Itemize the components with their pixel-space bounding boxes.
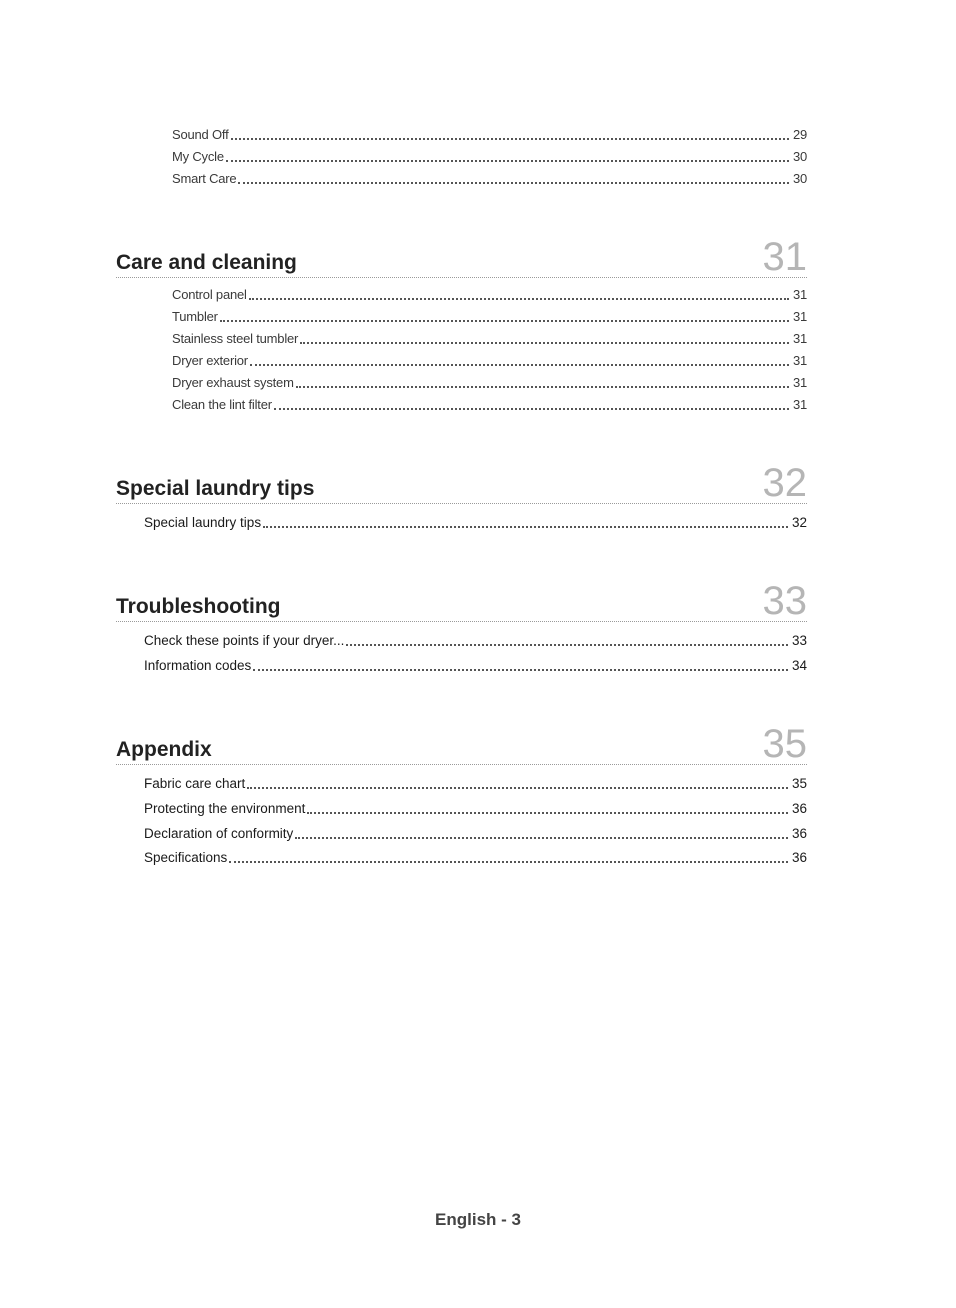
entry-page: 36 bbox=[791, 850, 807, 865]
section-heading bbox=[116, 463, 807, 504]
entry-label: Declaration of conformity bbox=[144, 826, 294, 841]
section-number: 31 bbox=[762, 235, 807, 279]
section-number: 35 bbox=[762, 722, 807, 766]
dot-leader bbox=[307, 812, 788, 814]
toc-entry bbox=[172, 394, 807, 414]
entry-label: Specifications bbox=[144, 850, 228, 865]
entry-page: 30 bbox=[792, 171, 807, 186]
entry-page: 32 bbox=[791, 515, 807, 530]
dot-leader bbox=[295, 837, 788, 839]
section-title: Special laundry tips bbox=[116, 477, 315, 500]
entry-label: Control panel bbox=[172, 287, 247, 302]
entry-label: Clean the lint filter bbox=[172, 397, 272, 412]
toc-entry bbox=[172, 124, 807, 144]
entry-label: Special laundry tips bbox=[144, 515, 262, 530]
entry-label: Stainless steel tumbler bbox=[172, 331, 299, 346]
entry-page: 35 bbox=[791, 776, 807, 791]
entry-page: 31 bbox=[792, 287, 807, 302]
entry-label: Protecting the environment bbox=[144, 801, 306, 816]
entry-page: 31 bbox=[792, 353, 807, 368]
section-number: 33 bbox=[762, 579, 807, 623]
section-title: Care and cleaning bbox=[116, 251, 297, 274]
dot-leader bbox=[226, 160, 789, 162]
entry-label: Dryer exhaust system bbox=[172, 375, 294, 390]
dot-leader bbox=[238, 182, 788, 184]
toc-entry bbox=[172, 146, 807, 166]
dot-leader bbox=[250, 364, 789, 366]
page-footer: English - 3 bbox=[435, 1210, 521, 1229]
section-heading bbox=[116, 724, 807, 765]
dot-leader bbox=[263, 526, 788, 528]
toc-entry bbox=[144, 823, 807, 843]
entry-page: 30 bbox=[792, 149, 807, 164]
entry-page: 31 bbox=[792, 375, 807, 390]
section-title: Appendix bbox=[116, 738, 212, 761]
entry-label: Information codes bbox=[144, 658, 252, 673]
dot-leader bbox=[231, 138, 789, 140]
dot-leader bbox=[296, 386, 789, 388]
toc-entry bbox=[144, 847, 807, 867]
entry-label: My Cycle bbox=[172, 149, 224, 164]
toc-entry bbox=[144, 773, 807, 793]
toc-entry bbox=[172, 168, 807, 188]
entry-label: Fabric care chart bbox=[144, 776, 246, 791]
entry-page: 36 bbox=[791, 826, 807, 841]
entry-page: 31 bbox=[792, 397, 807, 412]
toc-entry bbox=[144, 655, 807, 675]
entry-page: 36 bbox=[791, 801, 807, 816]
dot-leader bbox=[346, 644, 788, 646]
entry-page: 33 bbox=[791, 633, 807, 648]
dot-leader bbox=[220, 320, 789, 322]
dot-leader bbox=[274, 408, 789, 410]
toc-entry bbox=[172, 372, 807, 392]
toc-entry bbox=[144, 630, 807, 650]
entry-page: 31 bbox=[792, 331, 807, 346]
dot-leader bbox=[249, 298, 789, 300]
entry-page: 34 bbox=[791, 658, 807, 673]
entry-label: Tumbler bbox=[172, 309, 218, 324]
entry-label: Check these points if your dryer... bbox=[144, 633, 345, 648]
toc-entry bbox=[172, 328, 807, 348]
dot-leader bbox=[300, 342, 789, 344]
toc-entry bbox=[144, 798, 807, 818]
toc-entry bbox=[172, 350, 807, 370]
dot-leader bbox=[229, 861, 788, 863]
entry-page: 31 bbox=[792, 309, 807, 324]
section-title: Troubleshooting bbox=[116, 595, 281, 618]
section-heading bbox=[116, 237, 807, 278]
toc-entry bbox=[144, 512, 807, 532]
section-heading bbox=[116, 581, 807, 622]
toc-entry bbox=[172, 306, 807, 326]
entry-label: Smart Care bbox=[172, 171, 237, 186]
toc-entry bbox=[172, 284, 807, 304]
entry-label: Dryer exterior bbox=[172, 353, 248, 368]
entry-label: Sound Off bbox=[172, 127, 229, 142]
entry-page: 29 bbox=[792, 127, 807, 142]
dot-leader bbox=[247, 787, 788, 789]
dot-leader bbox=[253, 669, 788, 671]
section-number: 32 bbox=[762, 461, 807, 505]
